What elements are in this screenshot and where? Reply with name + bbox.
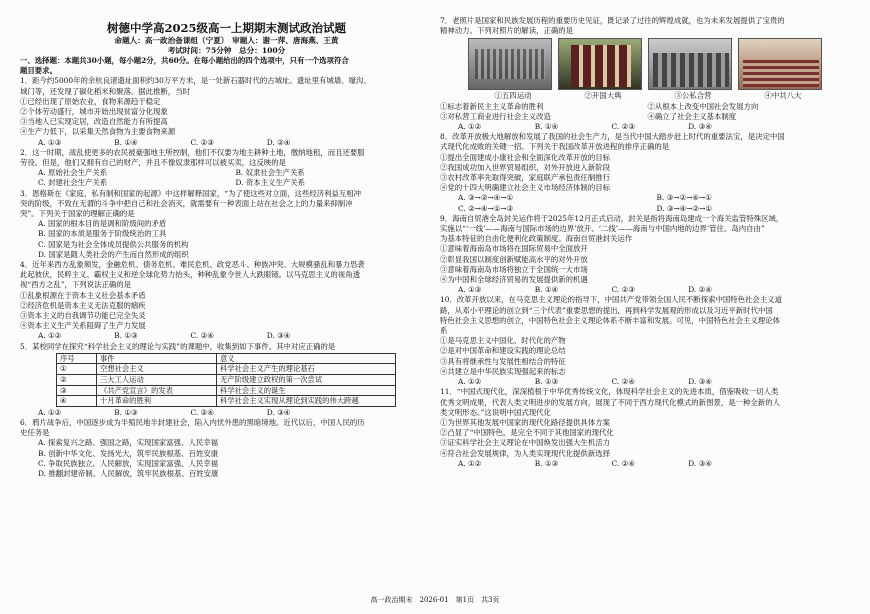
option-b: B. ①③ xyxy=(534,377,559,387)
q4-item: ②经济危机是资本主义无法克服的痼疾 xyxy=(20,300,146,310)
exam-title: 树德中学高2025级高一上期期末测试政治试题 xyxy=(106,21,346,35)
question-1 xyxy=(20,76,433,147)
q8-item: ①提出全面建成小康社会和全面深化改革开放的目标 xyxy=(440,152,610,162)
photo-caption: ①五四运动 xyxy=(494,91,532,101)
q1-item: ④生产力低下，以采集天然食物为主要食物来源 xyxy=(20,127,176,137)
option-b: B. 国家的本质是服务于阶级统治的工具 xyxy=(38,229,167,239)
q10-line: 特色社会主义思想的创立，中国特色社会主义理论体系不断丰富和发展。可见，中国特色社会主义理论体 xyxy=(440,315,780,325)
table-row xyxy=(57,396,396,407)
photo-captions xyxy=(468,91,855,101)
table-cell: ① xyxy=(57,364,97,375)
q8-item: ②我国成功加入世界贸易组织，对外开放进入新阶段 xyxy=(440,162,610,172)
q8-options xyxy=(440,193,855,203)
q10-line: 路，从邓小平理论的创立到“三个代表”重要思想的提出，再到科学发展观的形成以及习近平新时代中国 xyxy=(440,305,773,315)
table-header: 序号 xyxy=(57,353,97,364)
option-a: A. ①③ xyxy=(38,137,62,147)
q2-options xyxy=(20,168,433,178)
option-a: A. 探索复兴之路、强国之路，实现国家富强、人民幸福 xyxy=(38,438,219,448)
q7-item: ④确立了社会主义基本制度 xyxy=(647,111,737,121)
q10-line: 系 xyxy=(440,326,448,336)
option-a: A. ①② xyxy=(38,331,62,341)
q7-item: ②从根本上改变中国社会发展方向 xyxy=(647,101,759,111)
option-b: B. 奴隶社会生产关系 xyxy=(235,168,305,178)
option-c: C. ②④ xyxy=(611,458,635,468)
photo-caption: ②开国大典 xyxy=(584,91,622,101)
question-10 xyxy=(440,295,855,387)
q7-line: 精神动力。下列对照片的解读，正确的是 xyxy=(440,26,574,36)
q7-item: ③对私营工商业进行社会主义改造 xyxy=(440,111,551,121)
table-cell: 科学社会主义产生的理论基石 xyxy=(217,364,396,375)
option-b: B. ①③ xyxy=(114,407,138,417)
photo-caption: ③公私合营 xyxy=(674,91,712,101)
may-fourth-photo xyxy=(468,38,552,90)
q11-item: ③证实科学社会主义理论在中国焕发出强大生机活力 xyxy=(440,438,610,448)
question-6 xyxy=(20,418,433,479)
option-c: C. ②③ xyxy=(190,137,214,147)
question-7 xyxy=(440,16,855,132)
option-d: D. 资本主义生产关系 xyxy=(235,178,305,188)
q8-item: ④党的十四大明确建立社会主义市场经济体制的目标 xyxy=(440,183,610,193)
option-a: A. 原始社会生产关系 xyxy=(38,168,108,178)
q10-item: ④共建立是中华民族实现强起来的标志 xyxy=(440,366,566,376)
table-cell: 《共产党宣言》的发表 xyxy=(97,385,217,396)
q11-options xyxy=(440,459,855,469)
q9-line: 9．海南自贸港全岛封关运作将于2025年12月正式启动，封关是指将海南岛建成一个海关监管特殊区域， xyxy=(440,213,784,223)
option-c: C. ②④ xyxy=(611,377,635,387)
table-cell: 无产阶级建立政权的第一次尝试 xyxy=(217,375,396,386)
q5-line: 5．某校同学在探究“科学社会主义的理论与实践”的课题中，收集到如下事件。其中对应正确的是 xyxy=(20,341,336,351)
option-b: B. ①④ xyxy=(534,122,559,132)
question-5 xyxy=(20,342,433,418)
option-d: D. ③④ xyxy=(688,122,712,132)
q3-line: 突”。下列关于国家的理解正确的是 xyxy=(20,209,135,219)
q5-options xyxy=(20,408,433,418)
option-d: D. 推翻封建帝制、人民解放，筑牢民族根基、百姓安康 xyxy=(38,469,219,479)
section-heading: 一、选择题：本题共30小题，每小题2分，共60分。在每小题给出的四个选项中，只有一个选项符合 xyxy=(20,56,349,65)
q4-item: ④资本主义生产关系阻碍了生产力发展 xyxy=(20,321,146,331)
eighth-congress-photo xyxy=(738,38,822,90)
table-row xyxy=(57,364,396,375)
table-row xyxy=(57,385,396,396)
exam-info: 考试时间：75分钟 总分：100分 xyxy=(167,46,286,55)
q10-line: 10．改革开放以来，在马克思主义理论的指导下，中国共产党带领全国人民不断探索中国特色社会主义道 xyxy=(440,295,782,305)
q4-item: ③资本主义的自我调节功能已完全失灵 xyxy=(20,311,146,321)
option-b: B. ③→②→④→① xyxy=(656,193,712,203)
founding-ceremony-photo xyxy=(558,38,642,90)
q11-line: 类文明形态。”这说明中国式现代化 xyxy=(440,407,551,417)
option-b: B. ①③ xyxy=(534,458,559,468)
page-footer: 高一政治期末 2026-01 第1页 共3页 xyxy=(370,596,500,604)
q9-item: ②彰显我国以制度创新赋能高水平的对外开放 xyxy=(440,254,588,264)
option-c: C. ②③ xyxy=(611,285,635,295)
exam-authors: 命题人：高一政治备课组（宁夏） 审题人：谢一萍、唐海燕、王黄 xyxy=(114,36,339,45)
q1-line: 城门等，还发现了碳化稻米和聚落。据此推断，当时 xyxy=(20,86,190,96)
q10-options xyxy=(440,377,855,387)
q8-line: 8．改革开放极大地解放和发展了我国的社会生产力，是当代中国大踏步赶上时代的重要法宝，是决定中国 xyxy=(440,132,785,142)
question-3 xyxy=(20,189,433,260)
q9-item: ③意味着海南岛市场将独立于全国统一大市场 xyxy=(440,264,588,274)
photo-row xyxy=(468,38,855,90)
option-b: B. ①③ xyxy=(114,331,138,341)
photo-caption: ④中共八大 xyxy=(764,91,802,101)
option-b: B. ①④ xyxy=(114,137,138,147)
q2-options xyxy=(20,178,433,188)
question-4 xyxy=(20,260,433,342)
q7-line: 7．老照片是国家和民族发展历程的重要历史见证，既记录了过往的辉煌成就，也为未来发展提供了宝贵的 xyxy=(440,16,785,25)
question-2 xyxy=(20,148,433,189)
joint-ownership-photo xyxy=(648,38,732,90)
table-header: 事件 xyxy=(97,353,217,364)
option-c: C. ②④ xyxy=(190,407,214,417)
q11-line: 11．“中国式现代化，深深植根于中华优秀传统文化，体现科学社会主义的先进本质，借鉴吸收一切人类 xyxy=(440,387,779,397)
option-a: A. 国家的根本目的是调和阶级间的矛盾 xyxy=(38,219,167,229)
q2-line: 2．这一时期，战乱使更多的农民被豪强地主所控制，他们不仅要为地主耕种土地，缴纳地租，而且还要服 xyxy=(20,147,365,157)
q7-items xyxy=(440,112,855,122)
right-column xyxy=(440,16,855,469)
q9-item: ④为中国和全球经济贸易的发展提供新的机遇 xyxy=(440,275,588,285)
q1-item: ②个体劳动盛行，城市开始出现贫富分化现象 xyxy=(20,107,168,117)
q1-item: ①已经出现了原始农业，食物来源趋于稳定 xyxy=(20,96,161,106)
q10-item: ②是对中国革命和建设实践的理论总结 xyxy=(440,346,566,356)
q5-table xyxy=(56,353,396,407)
q4-line: 此起彼伏，民粹主义、霸权主义和逆全球化势力抬头，种种乱象令世人大跌眼镜。以马克思主义的视角透 xyxy=(20,270,360,280)
option-c: C. ②③ xyxy=(611,122,635,132)
q10-item: ①是马克思主义中国化、时代化的产物 xyxy=(440,336,566,346)
option-a: A. ①② xyxy=(38,407,62,417)
question-8 xyxy=(440,132,855,214)
q7-options xyxy=(440,122,855,132)
table-cell: 三大工人运动 xyxy=(97,375,217,386)
table-cell: 科学社会主义的诞生 xyxy=(217,385,396,396)
table-cell: ③ xyxy=(57,385,97,396)
table-cell: 十月革命的胜利 xyxy=(97,396,217,407)
q1-item: ③当地人已实现定居，改造自然能力有所提高 xyxy=(20,117,168,127)
option-c: C. 国家是为社会全体成员提供公共服务的机构 xyxy=(38,239,189,249)
q11-item: ④符合社会发展规律，为人类实现现代化提供新选择 xyxy=(440,448,610,458)
question-11 xyxy=(440,387,855,469)
q8-item: ③农村改革率先取得突破，家庭联产承包责任制推行 xyxy=(440,173,610,183)
q6-line: 史任务是 xyxy=(20,428,50,438)
q4-item: ①乱象根源在于资本主义社会基本矛盾 xyxy=(20,290,146,300)
q4-line: 4．近年来西方乱象频发，金融危机、债务危机、难民危机、政党恶斗、种族冲突、大规模骚乱和暴力恐袭 xyxy=(20,260,365,270)
q2-line: 劳役。但是，他们又拥有自己的财产，并且不像奴隶那样可以被买卖，这反映的是 xyxy=(20,158,287,168)
q9-line: 为基本特征的自由化便利化政策制度。海南自贸港封关运作 xyxy=(440,234,633,244)
q7-items xyxy=(440,102,855,112)
q11-item: ①为世界其他发展中国家的现代化路径提供具体方案 xyxy=(440,417,610,427)
option-d: D. ③→④→②→① xyxy=(656,203,712,213)
option-b: B. 创新中华文化、发扬光大，筑牢民族根基、百姓安康 xyxy=(38,448,219,458)
option-d: D. ③④ xyxy=(266,331,291,341)
q8-options xyxy=(440,204,855,214)
option-c: C. ②→④→①→③ xyxy=(458,203,514,213)
table-cell: ② xyxy=(57,375,97,386)
q11-item: ②凸显了“中国特色，是完全不同于其他国家的现代化 xyxy=(440,428,614,438)
option-b: B. ①④ xyxy=(534,285,559,295)
option-d: D. 国家是随人类社会的产生而自然形成的组织 xyxy=(38,249,189,259)
option-a: A. ①③ xyxy=(458,285,482,295)
option-d: D. ②④ xyxy=(266,137,291,147)
q9-line: 实施以“‘一线’——海南与国际市场的边界’放开、‘二线’——海南与中国内地的边界’管住、岛内自由” xyxy=(440,224,765,234)
table-row xyxy=(57,375,396,386)
table-cell: 科学社会主义实现从理论到实践的伟大跨越 xyxy=(217,396,396,407)
table-cell: 空想社会主义 xyxy=(97,364,217,375)
q1-options xyxy=(20,138,433,148)
q10-item: ③具有将继承性与发展性相结合的特征 xyxy=(440,356,566,366)
option-a: A. ③→②→④→① xyxy=(458,193,514,203)
table-header: 意义 xyxy=(217,353,396,364)
table-cell: ④ xyxy=(57,396,97,407)
option-a: A. ①② xyxy=(458,458,482,468)
q7-item: ①标志着新民主主义革命的胜利 xyxy=(440,101,544,111)
option-c: C. 争取民族独立、人民解放，实现国家富强、人民幸福 xyxy=(38,458,219,468)
option-d: D. ②④ xyxy=(688,285,712,295)
q9-item: ①意味着海南岛市场将在国际贸易中全面放开 xyxy=(440,244,588,254)
q9-options xyxy=(440,285,855,295)
option-a: A. ①② xyxy=(458,122,482,132)
q3-line: 突的阶级，不致在无谓的斗争中把自己和社会消灭，就需要有一种表面上站在社会之上的力量来抑制冲 xyxy=(20,198,353,208)
option-c: C. 封建社会生产关系 xyxy=(38,178,108,188)
left-column xyxy=(20,22,433,479)
table-header-row xyxy=(57,353,396,364)
option-d: D. ③④ xyxy=(266,407,291,417)
option-a: A. ①② xyxy=(458,377,482,387)
option-d: D. ③④ xyxy=(688,458,712,468)
option-c: C. ②④ xyxy=(190,331,214,341)
q4-options xyxy=(20,331,433,341)
q3-line: 3．恩格斯在《家庭、私有制和国家的起源》中这样解释国家，“为了使这些对立面，这些经济利益互相冲 xyxy=(20,188,362,198)
q6-line: 6．鸦片战争后，中国逐步成为半殖民地半封建社会，陷入内忧外患的黑暗境地。近代以后，中国人民的历 xyxy=(20,418,365,428)
q1-line: 1．距今约5000年的余杭良渚遗址面积约30万平方米，是一处新石器时代的古城址。遗址里有城墙、壕沟、 xyxy=(20,76,371,86)
q4-line: 视“西方之乱”，下列说法正确的是 xyxy=(20,280,132,290)
section-heading-cont: 题目要求。 xyxy=(20,66,57,76)
option-d: D. ③④ xyxy=(688,377,712,387)
q8-line: 式现代化成败的关键一招。下列关于我国改革开放进程的排序正确的是 xyxy=(440,142,670,152)
question-9 xyxy=(440,214,855,296)
q11-line: 优秀文明成果，代表人类文明进步的发展方向，展现了不同于西方现代化模式的新图景，是一种全新的人 xyxy=(440,397,780,407)
